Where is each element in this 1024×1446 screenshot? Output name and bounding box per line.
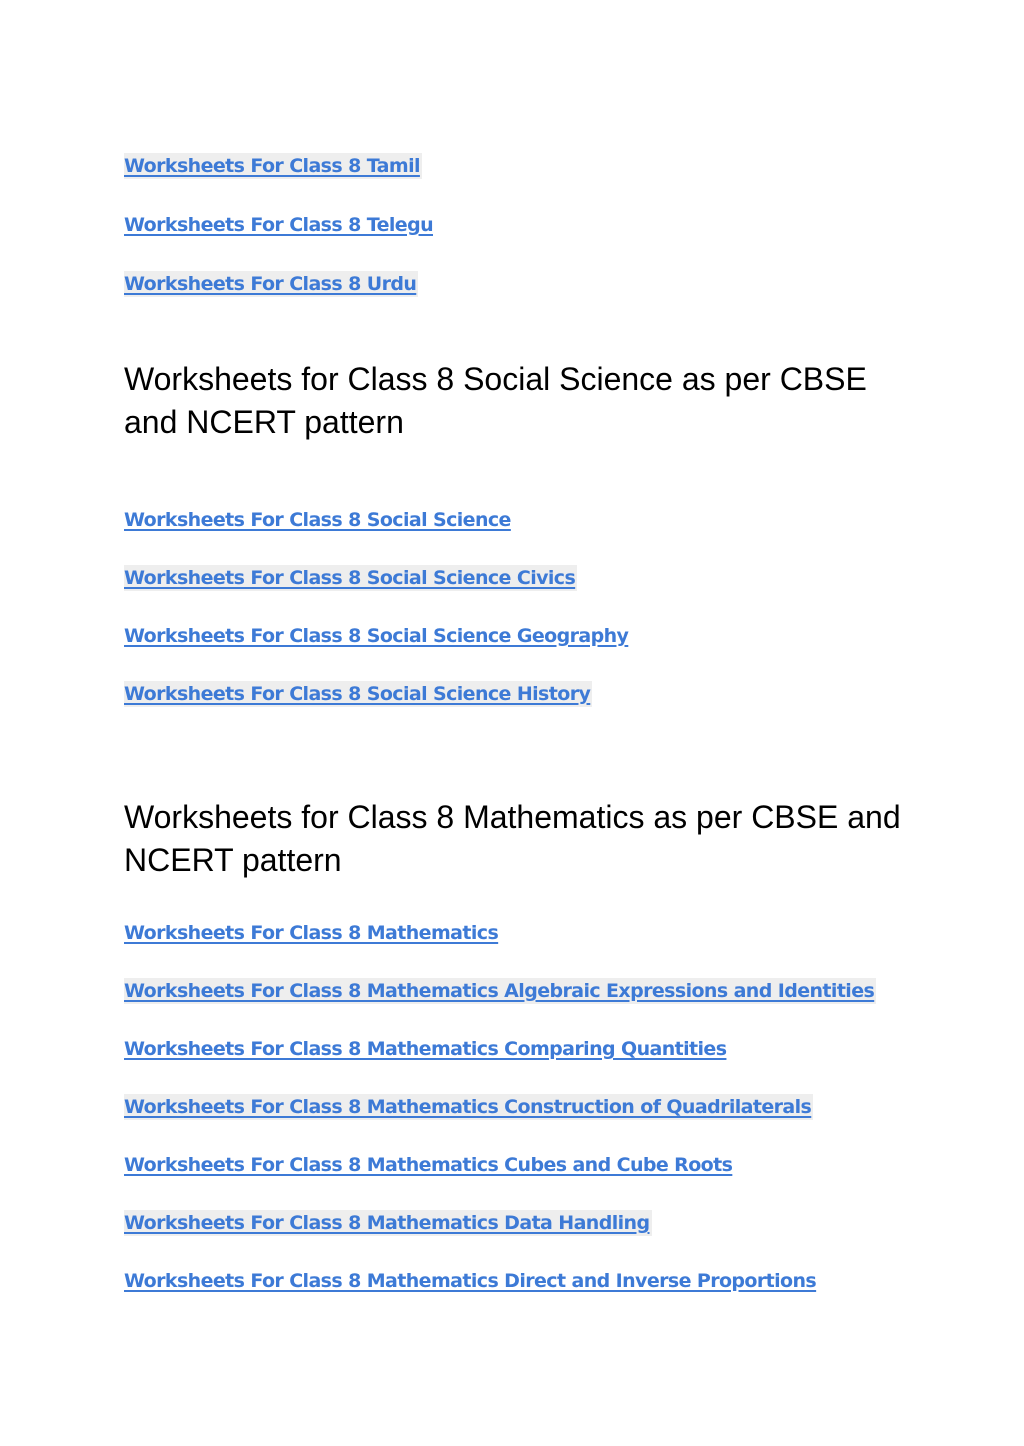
link-class8-tamil[interactable]: Worksheets For Class 8 Tamil — [124, 155, 420, 177]
link-social-science-geography[interactable]: Worksheets For Class 8 Social Science Geography — [124, 625, 629, 647]
link-social-science[interactable]: Worksheets For Class 8 Social Science — [124, 509, 511, 531]
link-mathematics-direct-inverse-proportions[interactable]: Worksheets For Class 8 Mathematics Direct and Inverse Proportions — [124, 1270, 817, 1292]
link-mathematics-construction-quadrilaterals[interactable]: Worksheets For Class 8 Mathematics Construction of Quadrilaterals — [124, 1096, 812, 1118]
mathematics-heading: Worksheets for Class 8 Mathematics as per CBSE and NCERT pattern — [124, 799, 901, 878]
link-mathematics-algebraic-expressions[interactable]: Worksheets For Class 8 Mathematics Algebraic Expressions and Identities — [124, 980, 875, 1002]
link-mathematics-cubes-cube-roots[interactable]: Worksheets For Class 8 Mathematics Cubes and Cube Roots — [124, 1154, 733, 1176]
link-mathematics[interactable]: Worksheets For Class 8 Mathematics — [124, 922, 499, 944]
link-mathematics-comparing-quantities[interactable]: Worksheets For Class 8 Mathematics Comparing Quantities — [124, 1038, 727, 1060]
social-science-heading: Worksheets for Class 8 Social Science as per CBSE and NCERT pattern — [124, 361, 867, 440]
link-social-science-civics[interactable]: Worksheets For Class 8 Social Science Civics — [124, 567, 576, 589]
link-mathematics-data-handling[interactable]: Worksheets For Class 8 Mathematics Data Handling — [124, 1212, 650, 1234]
link-social-science-history[interactable]: Worksheets For Class 8 Social Science History — [124, 683, 591, 705]
link-class8-urdu[interactable]: Worksheets For Class 8 Urdu — [124, 273, 417, 295]
link-class8-telegu[interactable]: Worksheets For Class 8 Telegu — [124, 214, 433, 236]
